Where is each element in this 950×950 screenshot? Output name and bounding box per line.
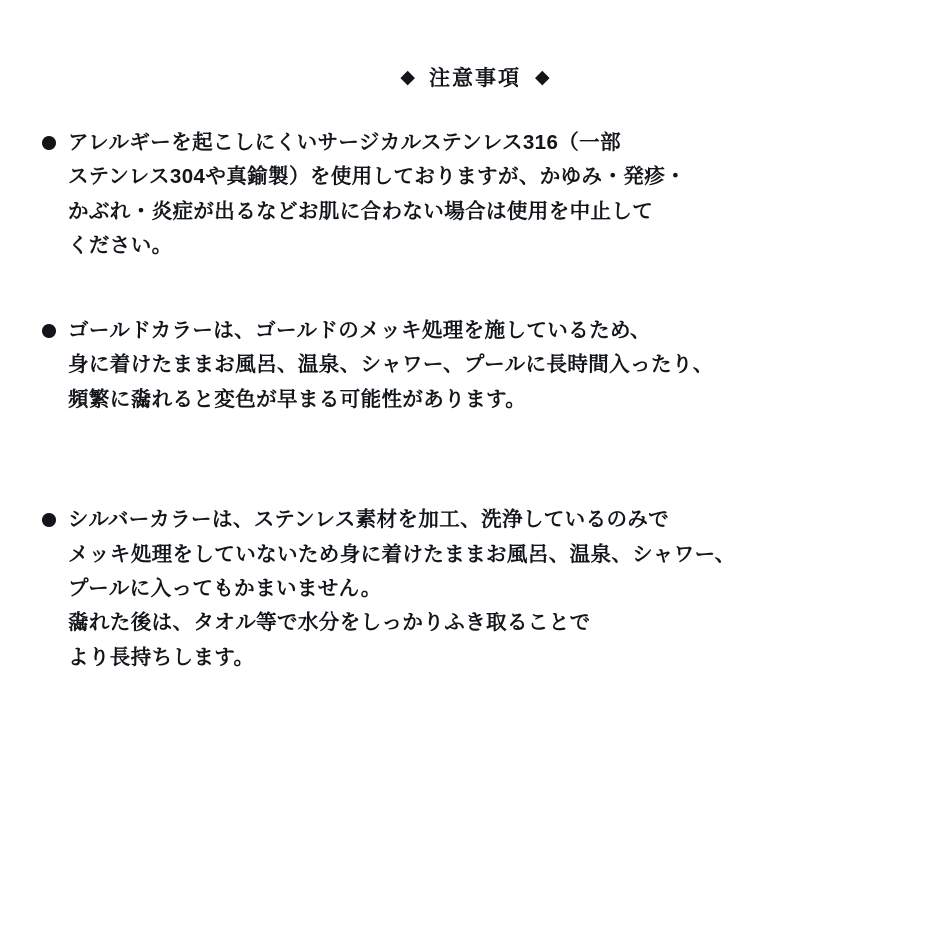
- spacer: [42, 264, 910, 314]
- page-title-text: 注意事項: [429, 67, 521, 90]
- diamond-left-icon: ◆: [400, 66, 415, 88]
- note-line: ください。: [68, 234, 173, 258]
- notes-list: [0, 126, 950, 675]
- bullet-icon: [42, 324, 56, 338]
- note-line: プールに入ってもかまいません。: [68, 576, 382, 600]
- bullet-icon: [42, 513, 56, 527]
- note-line: より長持ちします。: [68, 645, 255, 669]
- note-body: [68, 314, 910, 417]
- list-item: [42, 314, 910, 417]
- page-title: [0, 0, 950, 92]
- note-body: [68, 126, 910, 264]
- diamond-right-icon: ◆: [535, 66, 550, 88]
- note-body: [68, 503, 910, 675]
- list-item: [42, 126, 910, 264]
- note-line: ステンレス304や真鍮製）を使用しておりますが、かゆみ・発疹・: [68, 165, 687, 189]
- note-line: ゴールドカラーは、ゴールドのメッキ処理を施しているため、: [68, 318, 651, 342]
- list-item: [42, 503, 910, 675]
- note-line: シルバーカラーは、ステンレス素材を加工、洗浄しているのみで: [68, 508, 670, 532]
- note-line: 濷れた後は、タオル等で水分をしっかりふき取ることで: [68, 611, 591, 635]
- note-line: アレルギーを起こしにくいサージカルステンレス316（一部: [68, 131, 621, 154]
- bullet-icon: [42, 136, 56, 150]
- note-line: 頻繁に濷れると変色が早まる可能性があります。: [68, 387, 527, 411]
- note-line: かぶれ・炎症が出るなどお肌に合わない場合は使用を中止して: [68, 199, 654, 223]
- note-line: メッキ処理をしていないため身に着けたままお風呂、温泉、シャワー、: [68, 542, 736, 566]
- spacer: [42, 417, 910, 503]
- note-line: 身に着けたままお風呂、温泉、シャワー、プールに長時間入ったり、: [68, 353, 714, 377]
